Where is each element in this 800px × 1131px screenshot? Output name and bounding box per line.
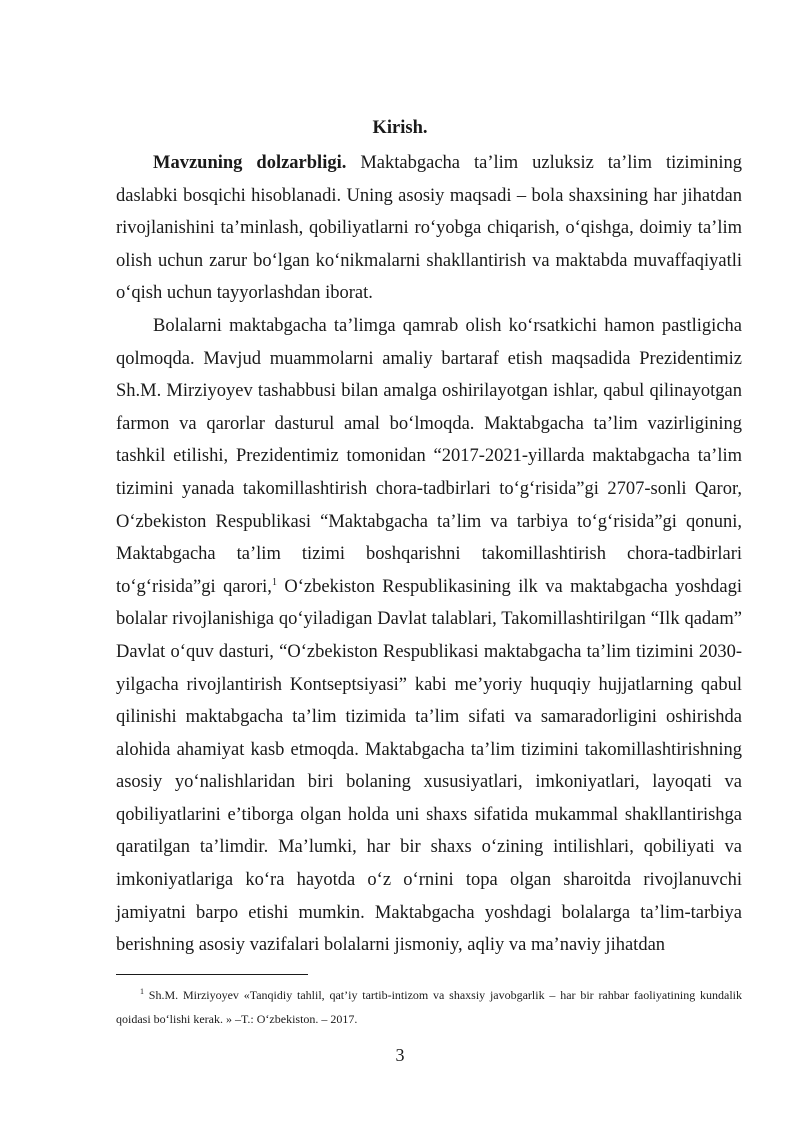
paragraph-text: Maktabgacha ta’lim uzluksiz ta’lim tizimining daslabki bosqichi hisoblanadi. Uning asosiy maqsadi – bola shaxsining har jihatdan rivojlanishini ta’minlash, qobiliyatlarni ro‘yobga chiqarish, o‘qishga, doimiy ta’lim olish uchun zarur bo‘lgan ko‘nikmalarni shakllantirish va maktabda muvaffaqiyatli o‘qish uchun tayyorlashdan iborat. (116, 153, 742, 304)
body-text (116, 147, 742, 962)
footnote-entry (116, 983, 742, 1031)
paragraph-coverage (116, 310, 742, 962)
footnote-text: Sh.M. Mirziyoyev «Tanqidiy tahlil, qat’iy tartib-intizom va shaxsiy javobgarlik – har bir rahbar faoliyatining kundalik qoidasi bo‘lishi kerak. » –T.: O‘zbekiston. – 2017. (116, 988, 742, 1026)
footnote-reference[interactable]: 1 (271, 576, 277, 588)
paragraph-relevance (116, 147, 742, 310)
paragraph-text-before-ref: Bolalarni maktabgacha ta’limga qamrab olish ko‘rsatkichi hamon pastligicha qolmoqda. Mavjud muammolarni amaliy bartaraf etish maqsadida Prezidentimiz Sh.M. Mirziyoyev tashabbusi bilan amalga oshirilayotgan ishlar, qabul qilinayotgan farmon va qarorlar dasturul amal bo‘lmoqda. Maktabgacha ta’lim vazirligining tashkil etilishi, Prezidentimiz tomonidan “2017-2021-yillarda maktabgacha ta’lim tizimini yanada takomillashtirish chora-tadbirlari to‘g‘risida”gi 2707-sonli Qaror, O‘zbekiston Respublikasi “Maktabgacha ta’lim va tarbiya to‘g‘risida”gi qonuni, Maktabgacha ta’lim tizimi boshqarishni takomillashtirish chora-tadbirlari to‘g‘risida”gi qarori, (116, 315, 742, 597)
paragraph-text-after-ref: O‘zbekiston Respublikasining ilk va maktabgacha yoshdagi bolalar rivojlanishiga qo‘yiladigan Davlat talablari, Takomillashtirilgan “Ilk qadam” Davlat o‘quv dasturi, “O‘zbekiston Respublikasi maktabgacha ta’lim tizimini 2030-yilgacha rivojlantirish Kontseptsiyasi” kabi me’yoriy huquqiy hujjatlarning qabul qilinishi maktabgacha ta’lim tizimida ta’lim sifati va samaradorligini oshirishda alohida ahamiyat kasb etmoqda. Maktabgacha ta’lim tizimini takomillashtirishning asosiy yo‘nalishlaridan biri bolaning xususiyatlari, imkoniyatlari, layoqati va qobiliyatlarini e’tiborga olgan holda uni shaxs sifatida mukammal shakllantirishga qaratilgan ta’limdir. Ma’lumki, har bir shaxs o‘zining intilishlari, qobiliyati va imkoniyatlariga ko‘ra hayotda o‘z o‘rnini topa olgan sharoitda rivojlanuvchi jamiyatni barpo etishi mumkin. Maktabgacha yoshdagi bolalarga ta’lim-tarbiya berishning asosiy vazifalari bolalarni jismoniy, aqliy va ma’naviy jihatdan (116, 576, 742, 956)
footnote-separator (116, 974, 308, 975)
section-heading: Kirish. (372, 118, 428, 138)
footnote (116, 983, 742, 1031)
paragraph-lead: Mavzuning dolzarbligi. (153, 153, 347, 173)
footnote-mark: 1 (140, 987, 144, 996)
page-number: 3 (395, 1045, 405, 1065)
